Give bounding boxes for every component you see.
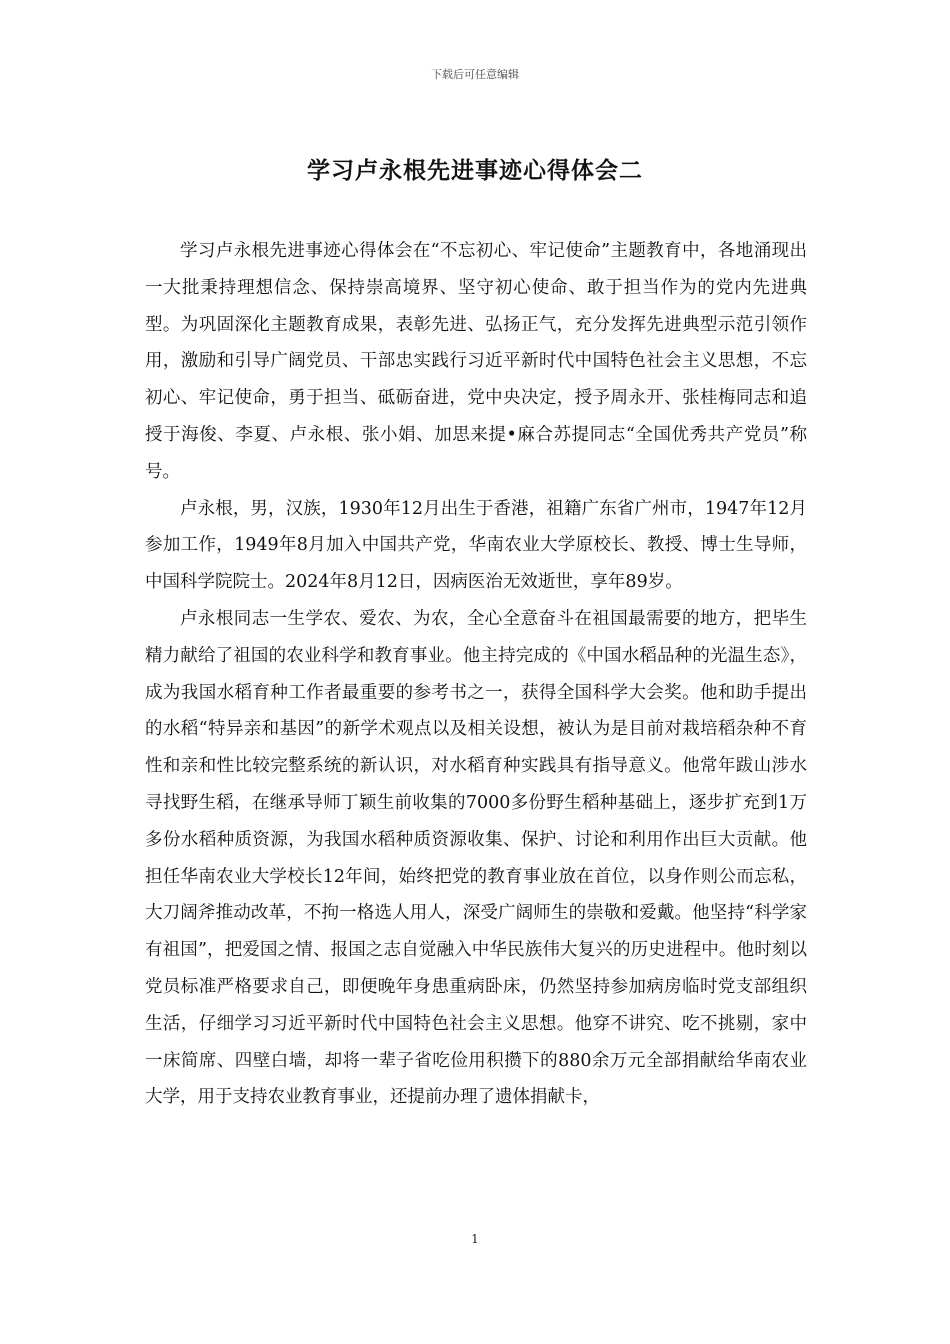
header-note: 下载后可任意编辑 [431,68,519,81]
paragraph: 卢永根，男，汉族，1930年12月出生于香港，祖籍广东省广州市，1947年12月参加工作，1949年8月加入中国共产党，华南农业大学原校长、教授、博士生导师，中国科学院院士。2024年8月12日，因病医治无效逝世，享年89岁。 [145,498,807,593]
document-title: 学习卢永根先进事迹心得体会二 [307,158,643,184]
document-body [145,233,807,1116]
paragraph: 卢永根同志一生学农、爱农、为农，全心全意奋斗在祖国最需要的地方，把毕生精力献给了祖国的农业科学和教育事业。他主持完成的《中国水稻品种的光温生态》，成为我国水稻育种工作者最重要的参考书之一，获得全国科学大会奖。他和助手提出的水稻“特异亲和基因”的新学术观点以及相关设想，被认为是目前对栽培稻杂种不育性和亲和性比较完整系统的新认识，对水稻育种实践具有指导意义。他常年跋山涉水寻找野生稻，在继承导师丁颖生前收集的7000多份野生稻种基础上，逐步扩充到1万多份水稻种质资源，为我国水稻种质资源收集、保护、讨论和利用作出巨大贡献。他担任华南农业大学校长12年间，始终把党的教育事业放在首位，以身作则公而忘私，大刀阔斧推动改革，不拘一格选人用人，深受广阔师生的崇敬和爱戴。他坚持“科学家有祖国”，把爱国之情、报国之志自觉融入中华民族伟大复兴的历史进程中。他时刻以党员标准严格要求自己，即便晚年身患重病卧床，仍然坚持参加病房临时党支部组织生活，仔细学习习近平新时代中国特色社会主义思想。他穿不讲究、吃不挑剔，家中一床简席、四壁白墙，却将一辈子省吃俭用积攒下的880余万元全部捐献给华南农业大学，用于支持农业教育事业，还提前办理了遗体捐献卡， [145,608,807,1108]
page-number: 1 [471,1232,479,1246]
paragraph: 学习卢永根先进事迹心得体会在“不忘初心、牢记使命”主题教育中，各地涌现出一大批秉持理想信念、保持崇高境界、坚守初心使命、敢于担当作为的党内先进典型。为巩固深化主题教育成果，表彰先进、弘扬正气，充分发挥先进典型示范引领作用，激励和引导广阔党员、干部忠实践行习近平新时代中国特色社会主义思想，不忘初心、牢记使命，勇于担当、砥砺奋进，党中央决定，授予周永开、张桂梅同志和追授于海俊、李夏、卢永根、张小娟、加思来提•麻合苏提同志“全国优秀共产党员”称号。 [145,241,807,482]
